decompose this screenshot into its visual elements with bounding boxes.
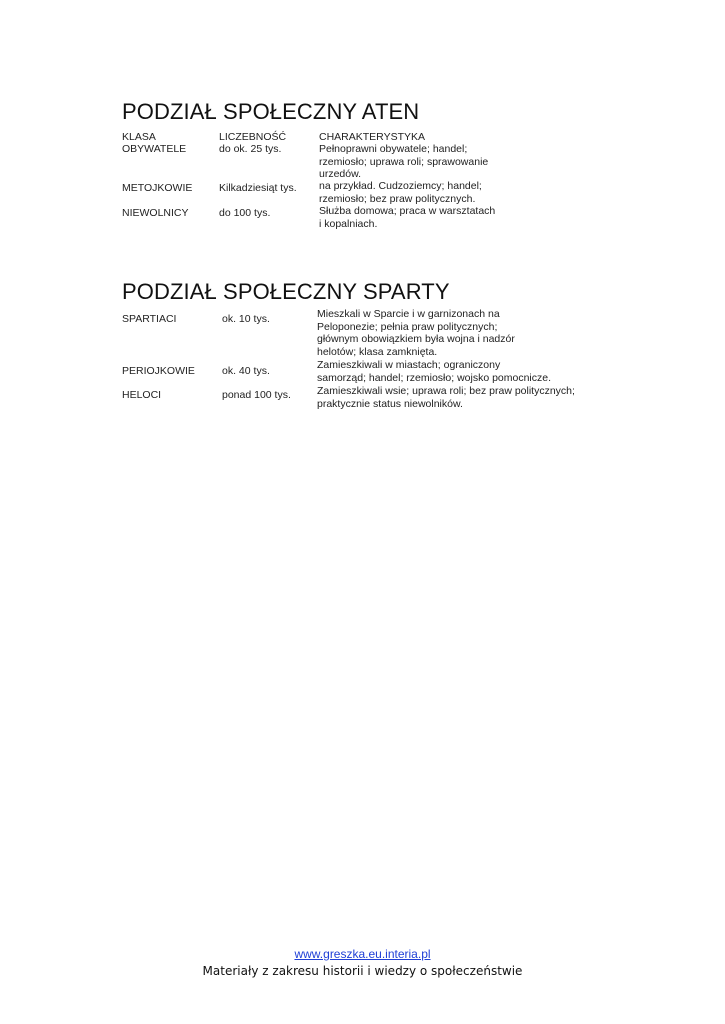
- cell-klasa: OBYWATELE: [122, 143, 187, 155]
- cell-klasa: SPARTIACI: [122, 313, 177, 325]
- cell-charakterystyka: Służba domowa; praca w warsztatach i kopalniach.: [319, 205, 496, 230]
- table-row: [122, 205, 542, 233]
- cell-charakterystyka: Pełnoprawni obywatele; handel; rzemiosło; uprawa roli; sprawowanie urzedów.: [319, 143, 489, 180]
- cell-liczebnosc: ok. 10 tys.: [222, 313, 270, 325]
- cell-klasa: HELOCI: [122, 389, 162, 401]
- cell-liczebnosc: do ok. 25 tys.: [219, 143, 282, 155]
- cell-charakterystyka: Mieszkali w Sparcie i w garnizonach na Peloponezie; pełnia praw politycznych; głównym obowiązkiem była wojna i nadzór helotów; klasa zamknięta.: [317, 308, 515, 358]
- table-row: [122, 308, 622, 359]
- table-sparta: [122, 308, 622, 411]
- footer-website-link[interactable]: www.greszka.eu.interia.pl: [294, 947, 431, 961]
- cell-liczebnosc: Kilkadziesiąt tys.: [219, 182, 297, 194]
- title-aten: PODZIAŁ SPOŁECZNY ATEN: [122, 99, 420, 124]
- header-klasa: KLASA: [122, 131, 156, 143]
- header-charakterystyka: CHARAKTERYSTYKA: [319, 131, 425, 143]
- cell-liczebnosc: ponad 100 tys.: [222, 389, 291, 401]
- cell-liczebnosc: ok. 40 tys.: [222, 365, 270, 377]
- cell-charakterystyka: na przykład. Cudzoziemcy; handel; rzemiosło; bez praw politycznych.: [319, 180, 482, 205]
- cell-klasa: NIEWOLNICY: [122, 207, 189, 219]
- footer-link-container: [0, 947, 725, 961]
- table-header-row: [122, 129, 542, 143]
- table-aten: [122, 129, 542, 233]
- title-sparta: PODZIAŁ SPOŁECZNY SPARTY: [122, 279, 450, 304]
- table-row: [122, 143, 542, 180]
- header-liczebnosc: LICZEBNOŚĆ: [219, 131, 287, 143]
- cell-liczebnosc: do 100 tys.: [219, 207, 271, 219]
- table-row: [122, 180, 542, 205]
- cell-klasa: METOJKOWIE: [122, 182, 193, 194]
- table-row: [122, 359, 622, 385]
- footer-caption: Materiały z zakresu historii i wiedzy o społeczeństwie: [202, 964, 523, 978]
- table-row: [122, 385, 622, 411]
- cell-charakterystyka: Zamieszkiwali w miastach; ograniczony samorząd; handel; rzemiosło; wojsko pomocnicze.: [317, 359, 552, 384]
- cell-charakterystyka: Zamieszkiwali wsie; uprawa roli; bez praw politycznych; praktycznie status niewolników.: [317, 385, 575, 410]
- cell-klasa: PERIOJKOWIE: [122, 365, 195, 377]
